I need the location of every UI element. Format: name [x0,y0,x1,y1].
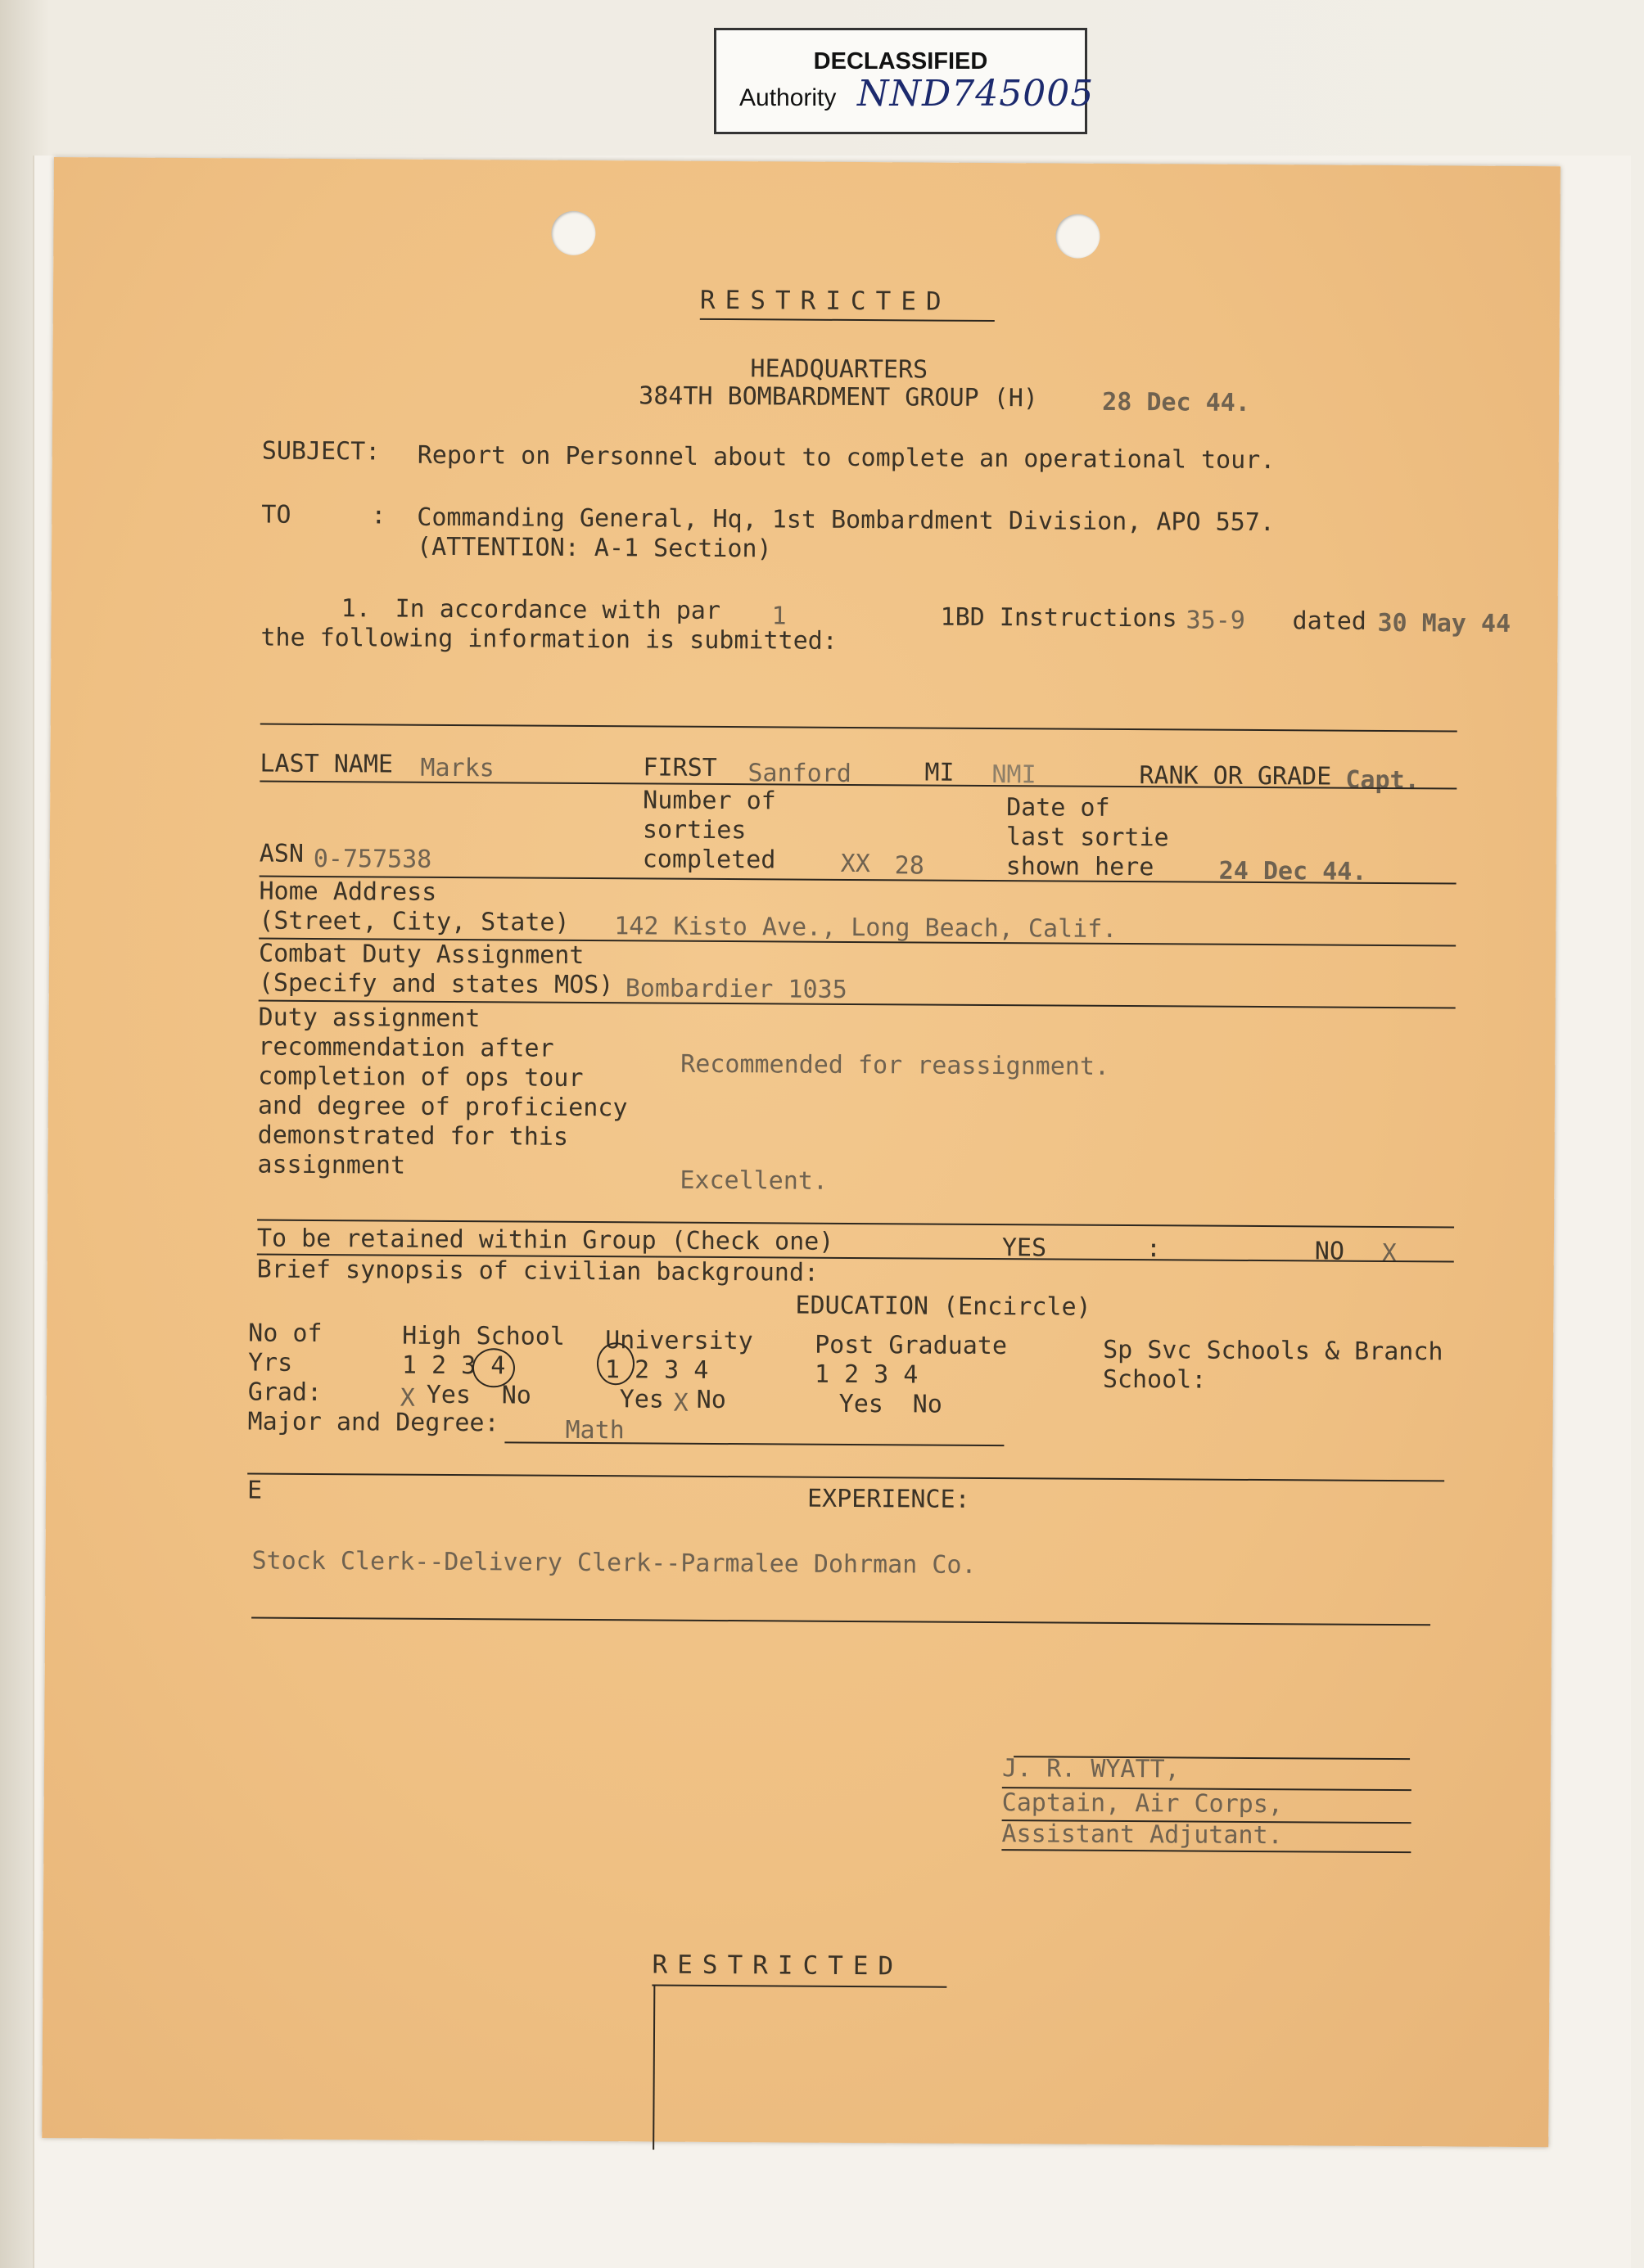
last-name-value: Marks [420,753,495,783]
education-no-of: No of [248,1319,323,1349]
sorties-value: 28 [894,851,924,881]
paragraph-number: 1. [341,594,371,624]
subject-label: SUBJECT: [261,436,381,467]
high-school-yes: Yes [426,1380,472,1410]
sorties-label-3: completed [642,845,776,875]
education-title: EDUCATION (Encircle) [795,1291,1091,1322]
high-school-label: High School [402,1321,566,1351]
last-sortie-value: 24 Dec 44. [1218,856,1367,886]
home-address-label-1: Home Address [259,877,437,907]
combat-duty-label-1: Combat Duty Assignment [258,939,585,970]
declassified-stamp [714,28,1095,134]
post-graduate-years: 1 2 3 4 [814,1359,919,1390]
proficiency-value: Excellent. [680,1166,829,1196]
experience-bottom-rule [251,1617,1430,1626]
punch-hole-right [1055,214,1100,258]
post-graduate-label: Post Graduate [815,1330,1008,1361]
sorties-label-1: Number of [643,786,776,816]
last-name-label: LAST NAME [260,749,394,779]
high-school-grad-mark: X [400,1383,415,1413]
combat-duty-label-2: (Specify and states MOS) [258,968,614,1000]
retained-colon: : [1145,1234,1162,1264]
home-address-value: 142 Kisto Ave., Long Beach, Calif. [614,912,1118,944]
document-page [42,157,1560,2147]
to-colon: : [371,501,386,530]
paragraph-dated-value: 30 May 44 [1377,608,1511,638]
paragraph-line-2: the following information is submitted: [260,623,838,656]
duty-label-3: completion of ops tour [258,1062,584,1093]
major-degree-label: Major and Degree: [247,1407,499,1438]
high-school-year-circle [472,1348,515,1387]
duty-label-5: demonstrated for this [257,1120,569,1152]
education-grad: Grad: [247,1377,323,1408]
stamp-authority-label: Authority [739,84,837,111]
last-sortie-label-3: shown here [1005,852,1154,882]
sorties-strikeout: XX [840,849,870,879]
combat-duty-value: Bombardier 1035 [625,974,847,1004]
retained-label: To be retained within Group (Check one) [256,1224,834,1256]
high-school-no: No [501,1381,531,1410]
paragraph-par-number: 1 [771,602,787,631]
high-school-years: 1 2 3 4 [401,1350,506,1381]
stamp-authority-value: NND745005 [857,73,1095,115]
signature-line-4 [1001,1849,1411,1853]
retained-no-label: NO [1314,1237,1345,1266]
university-no: No [696,1385,726,1415]
sorties-label-2: sorties [642,815,747,845]
classification-header: RESTRICTED [699,285,951,317]
paragraph-dated-label: dated [1292,606,1366,636]
header-underline [700,318,995,322]
experience-text: Stock Clerk--Delivery Clerk--Parmalee Dohrman Co. [251,1546,977,1580]
university-label: University [605,1326,753,1356]
to-line-1: Commanding General, Hq, 1st Bombardment Division, APO 557. [417,503,1275,538]
asn-value: 0-757538 [313,844,432,874]
major-degree-value: Math [565,1415,625,1445]
experience-title: EXPERIENCE: [806,1484,970,1514]
paragraph-instruction-number: 35-9 [1186,606,1245,635]
university-grad-mark: X [673,1388,689,1418]
civilian-background-label: Brief synopsis of civilian background: [256,1255,820,1287]
paragraph-line1-a: In accordance with par [395,594,721,625]
home-address-label-2: (Street, City, State) [259,906,570,937]
university-years: 1 2 3 4 [604,1355,709,1385]
special-service-label-1: Sp Svc Schools & Branch [1103,1335,1443,1367]
post-graduate-no: No [912,1390,942,1419]
stamp-title: DECLASSIFIED [813,48,988,74]
rank-label: RANK OR GRADE [1139,761,1332,791]
duty-label-1: Duty assignment [258,1003,481,1034]
special-service-label-2: School: [1102,1364,1207,1395]
signature-title-1: Captain, Air Corps, [1001,1788,1284,1819]
first-name-value: Sanford [747,759,851,788]
org-line-1: HEADQUARTERS [750,354,928,385]
subject-text: Report on Personnel about to complete an operational tour. [417,440,1276,476]
rank-value: Capt. [1345,765,1420,796]
signature-name: J. R. WYATT, [1001,1754,1180,1784]
footer-underline [652,1985,946,1988]
to-label: TO [261,500,291,530]
last-sortie-label-1: Date of [1006,793,1110,823]
asn-label: ASN [259,839,305,868]
university-year-circle [597,1342,635,1385]
post-graduate-yes: Yes [838,1389,884,1419]
middle-initial-value: NMI [991,760,1037,790]
form-top-rule [260,724,1457,733]
recommendation-value: Recommended for reassignment. [680,1049,1110,1081]
retained-yes-label: YES [1001,1233,1047,1263]
signature-title-2: Assistant Adjutant. [1001,1819,1283,1851]
document-date: 28 Dec 44. [1102,387,1250,417]
duty-label-6: assignment [257,1150,406,1180]
middle-initial-label: MI [924,758,955,787]
punch-hole-left [551,211,595,255]
experience-top-rule [247,1472,1444,1481]
classification-footer: RESTRICTED [652,1950,904,1982]
education-yrs: Yrs [247,1348,293,1377]
first-name-label: FIRST [643,753,717,782]
university-yes: Yes [619,1385,665,1414]
duty-label-2: recommendation after [258,1032,554,1063]
last-sortie-label-2: last sortie [1005,823,1169,853]
paragraph-line1-b: 1BD Instructions [940,602,1177,634]
retained-mark: X [1381,1238,1398,1269]
org-line-2: 384TH BOMBARDMENT GROUP (H) [639,381,1039,413]
to-line-2: (ATTENTION: A-1 Section) [416,532,772,564]
experience-e-label: E [246,1476,263,1505]
duty-label-4: and degree of proficiency [257,1091,628,1123]
fold-mark [653,1986,655,2150]
